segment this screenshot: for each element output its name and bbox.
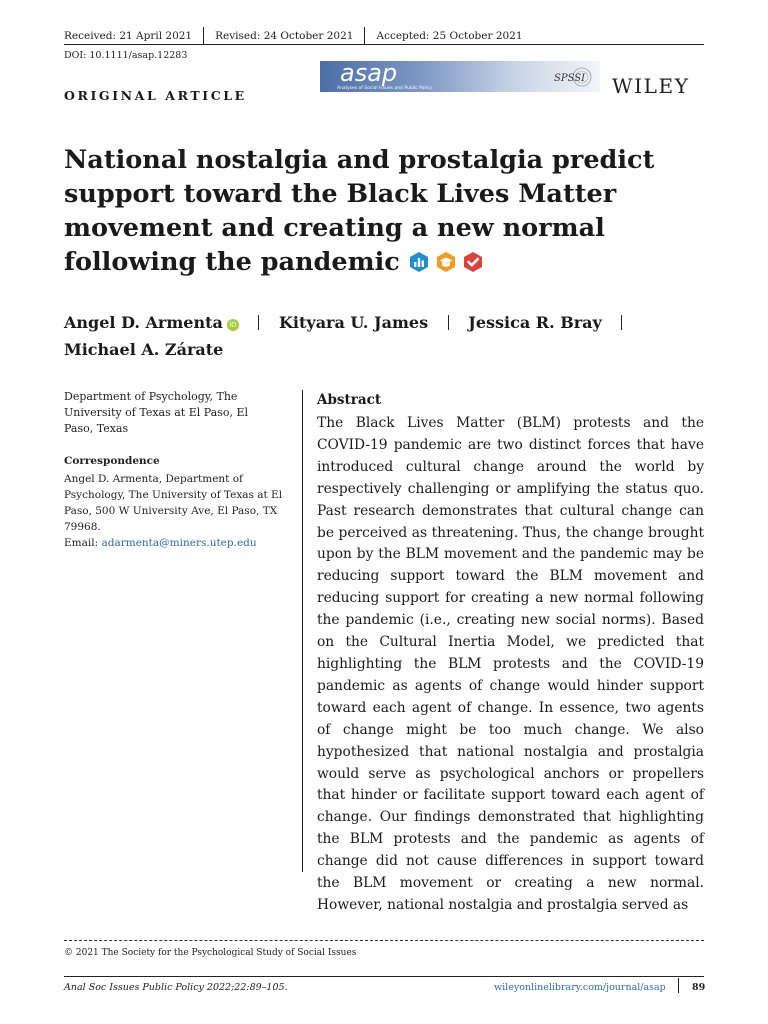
received-date: Received: 21 April 2021	[64, 29, 193, 42]
revised-date: Revised: 24 October 2021	[215, 29, 354, 42]
date-separator	[203, 27, 204, 44]
footer-dashed-rule	[64, 940, 704, 941]
journal-citation: Anal Soc Issues Public Policy 2022;22:89–105.	[64, 982, 288, 993]
email-link[interactable]: adarmenta@miners.utep.edu	[101, 537, 257, 549]
preregistered-badge-icon[interactable]	[462, 251, 484, 273]
publisher-logo[interactable]: WILEY	[612, 74, 690, 98]
correspondence-details	[64, 471, 290, 551]
open-data-badge-icon[interactable]	[408, 251, 430, 273]
article-type: ORIGINAL ARTICLE	[64, 88, 247, 103]
footer-rule	[64, 976, 704, 977]
abstract-text: The Black Lives Matter (BLM) protests and the COVID-19 pandemic are two distinct forces that have introduced cultural change around the world by respectively challenging or amplifying the status quo. Past research demonstrates that cultural change can be perceived as threatening. Thus, the change brought upon by the BLM movement and the pandemic may be reducing support toward the BLM movement and reducing support for creating a new normal following the pandemic (i.e., creating new social norms). Based on the Cultural Inertia Model, we predicted that highlighting the BLM protests and the COVID-19 pandemic as agents of change would hinder support toward each agent of change. In essence, two agents of change might be too much change. We also hypothesized that national nostalgia and prostalgia would serve as psychological anchors or propellers that hinder or facilitate support toward each agent of change. Our findings demonstrated that highlighting the BLM protests and the pandemic as agents of change did not cause differences in support toward the BLM movement or creating a new normal. However, national nostalgia and prostalgia served as	[317, 415, 704, 913]
email-label: Email:	[64, 537, 102, 549]
author-separator	[448, 315, 449, 330]
doi[interactable]: DOI: 10.1111/asap.12283	[64, 50, 188, 61]
author-name[interactable]: Jessica R. Bray	[468, 313, 602, 332]
author-name[interactable]: Kityara U. James	[279, 313, 429, 332]
copyright-notice: © 2021 The Society for the Psychological Study of Social Issues	[64, 948, 357, 958]
article-title	[64, 143, 724, 279]
journal-url-link[interactable]: wileyonlinelibrary.com/journal/asap	[494, 982, 666, 993]
page-separator	[678, 978, 679, 993]
svg-text:SPSSI: SPSSI	[554, 73, 586, 84]
abstract-heading: Abstract	[317, 392, 382, 408]
journal-banner-logo[interactable]	[320, 61, 600, 92]
correspondence-address: Angel D. Armenta, Department of Psychology, The University of Texas at El Paso, 500 W University Ave, El Paso, TX 79968.	[64, 473, 283, 533]
author-name[interactable]: Michael A. Zárate	[64, 340, 224, 359]
header-rule	[64, 44, 704, 45]
author-list	[64, 309, 704, 363]
article-dates	[64, 27, 523, 44]
correspondence-heading: Correspondence	[64, 455, 160, 467]
spssi-logo-icon	[552, 67, 592, 87]
column-divider	[302, 390, 303, 872]
author-separator	[258, 315, 259, 330]
author-separator	[621, 315, 622, 330]
author-name[interactable]: Angel D. Armenta	[64, 313, 223, 332]
journal-logo-subtitle: Analyses of Social Issues and Public Policy	[337, 86, 433, 91]
journal-logo-text: asap	[340, 59, 398, 87]
page-number: 89	[692, 982, 706, 993]
open-science-badges	[408, 251, 484, 273]
date-separator	[364, 27, 365, 44]
orcid-icon[interactable]: iD	[227, 319, 239, 331]
accepted-date: Accepted: 25 October 2021	[376, 29, 523, 42]
affiliation: Department of Psychology, The University of Texas at El Paso, El Paso, Texas	[64, 390, 249, 435]
article-title-text: National nostalgia and prostalgia predict support toward the Black Lives Matter movement and creating a new normal following the pandemic	[64, 145, 655, 277]
open-materials-badge-icon[interactable]	[435, 251, 457, 273]
